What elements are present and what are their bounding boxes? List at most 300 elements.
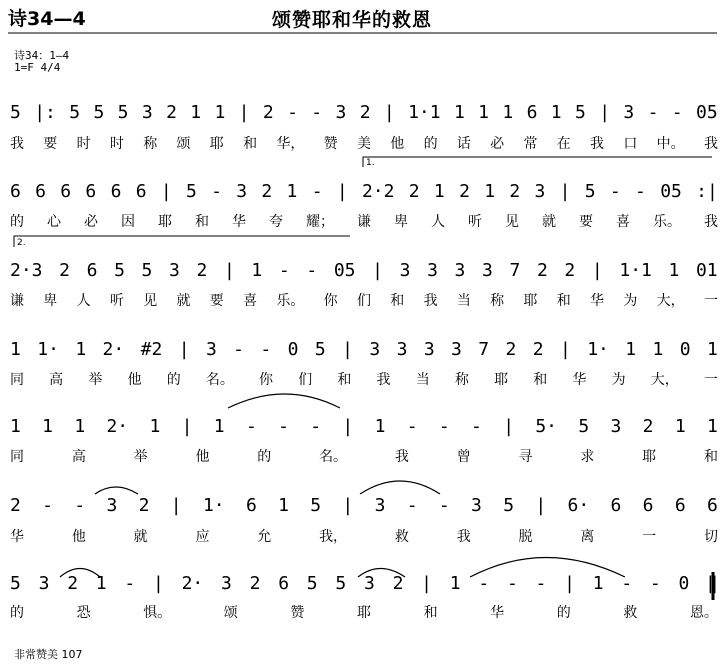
note: - xyxy=(278,260,290,281)
note: 6 xyxy=(110,181,122,202)
note: 1 xyxy=(668,260,680,281)
lyric-syllable: 我 xyxy=(456,529,471,545)
lyric-syllable: 耶 xyxy=(209,136,224,152)
system-6-lyrics xyxy=(10,527,718,547)
lyric-syllable: 你 xyxy=(323,293,338,309)
lyric-syllable: 耀； xyxy=(306,214,334,230)
note: 3 xyxy=(471,495,482,516)
lyric-syllable: 的 xyxy=(556,605,571,621)
note: 2 xyxy=(532,339,544,360)
note: 05 xyxy=(660,181,682,202)
note: 2 xyxy=(509,181,521,202)
lyric-syllable: 惧。 xyxy=(143,605,172,621)
note: 6 xyxy=(85,181,97,202)
note: - xyxy=(406,495,418,516)
lyric-syllable: 为 xyxy=(623,293,638,309)
lyric-syllable: 允 xyxy=(257,529,272,545)
note: 6 xyxy=(35,181,46,202)
scripture-reference: 诗34：1—4 xyxy=(14,49,70,62)
note: - xyxy=(471,416,482,437)
note: 0 xyxy=(287,339,299,360)
note: 1·1 xyxy=(619,260,652,281)
tie-arc xyxy=(228,394,340,408)
note: - xyxy=(287,102,298,123)
lyric-syllable: 举 xyxy=(88,372,103,388)
lyric-syllable: 和 xyxy=(556,293,571,309)
lyric-syllable: 时 xyxy=(76,136,91,152)
note: 2 xyxy=(459,181,470,202)
lyric-syllable: 和 xyxy=(195,214,209,230)
lyric-syllable: 救 xyxy=(623,605,638,621)
lyric-syllable: 救 xyxy=(394,529,409,545)
lyric-syllable: 常 xyxy=(523,136,538,152)
barline: | xyxy=(503,416,515,437)
note: - xyxy=(406,416,418,437)
lyric-syllable: 称 xyxy=(143,136,158,152)
note: - xyxy=(306,260,318,281)
note: 2 xyxy=(408,181,420,202)
lyric-syllable: 我 xyxy=(590,136,605,152)
lyric-syllable: 要 xyxy=(579,214,593,230)
note: 2 xyxy=(505,339,517,360)
note: 5 xyxy=(93,102,105,123)
note: 2 xyxy=(249,573,261,594)
note: 1 xyxy=(10,339,21,360)
lyric-syllable: 华 xyxy=(10,529,24,545)
barline: | xyxy=(238,102,250,123)
note: 1 xyxy=(10,416,21,437)
lyric-syllable: 他 xyxy=(195,449,210,465)
system-7-lyrics xyxy=(10,603,718,623)
volta-second-bracket xyxy=(14,236,350,247)
note: 1 xyxy=(251,260,263,281)
lyric-syllable: 卑 xyxy=(43,293,58,309)
lyric-syllable: 因 xyxy=(121,214,135,230)
lyric-syllable: 乐。 xyxy=(276,293,305,309)
lyric-syllable: 就 xyxy=(133,529,148,545)
note: 5 xyxy=(10,102,21,123)
note: 1 xyxy=(550,102,562,123)
note: 1· xyxy=(202,495,225,516)
barline: | xyxy=(591,260,603,281)
system-6-notes xyxy=(10,494,718,518)
lyric-syllable: 我 xyxy=(394,449,409,465)
lyric-syllable: 大， xyxy=(656,293,685,309)
note: 3 xyxy=(374,495,386,516)
note: 6 xyxy=(135,181,147,202)
lyric-syllable: 曾 xyxy=(456,449,471,465)
lyric-syllable: 耶 xyxy=(356,605,371,621)
lyric-syllable: 谦 xyxy=(357,214,371,230)
lyric-syllable: 在 xyxy=(556,136,571,152)
note: - xyxy=(438,495,450,516)
lyric-syllable: 话 xyxy=(456,136,471,152)
note: - xyxy=(535,573,547,594)
note: 01 xyxy=(695,260,718,281)
note: 2 xyxy=(392,573,404,594)
system-2-notes xyxy=(10,180,718,204)
note: 1 xyxy=(674,416,686,437)
lyric-syllable: 高 xyxy=(71,449,86,465)
note: 3 xyxy=(205,339,217,360)
lyric-syllable: 见 xyxy=(143,293,158,309)
lyric-syllable: 和 xyxy=(423,605,438,621)
note: 6 xyxy=(245,495,257,516)
system-1-notes xyxy=(10,101,718,125)
lyric-syllable: 他 xyxy=(390,136,405,152)
lyric-syllable: 和 xyxy=(390,293,405,309)
barline: | xyxy=(421,573,432,594)
barline: | xyxy=(599,102,611,123)
note: 1·1 xyxy=(408,102,441,123)
lyric-syllable: 脱 xyxy=(518,529,533,545)
lyric-syllable: 喜 xyxy=(243,293,258,309)
system-4-lyrics xyxy=(10,370,718,390)
lyric-syllable: 我 xyxy=(10,136,24,152)
barline: | xyxy=(178,339,190,360)
note: 1 xyxy=(95,573,107,594)
note: 1 xyxy=(286,181,298,202)
note: 2·3 xyxy=(10,260,43,281)
barline: | xyxy=(336,181,348,202)
note: 2 xyxy=(59,260,70,281)
note: 3 xyxy=(482,260,493,281)
system-1-lyrics xyxy=(10,134,718,154)
note: 3 xyxy=(106,495,118,516)
note: - xyxy=(211,181,222,202)
lyric-syllable: 大， xyxy=(650,372,679,388)
system-5-lyrics xyxy=(10,447,718,467)
note: 6 xyxy=(60,181,72,202)
note: #2 xyxy=(140,339,163,360)
note: 3 xyxy=(236,181,248,202)
lyric-syllable: 和 xyxy=(703,449,718,465)
volta-first-bracket xyxy=(363,157,712,167)
note: 2 xyxy=(67,573,79,594)
note: - xyxy=(621,573,633,594)
note: 1 xyxy=(278,495,289,516)
note: - xyxy=(649,573,661,594)
psalm-reference: 诗34—4 xyxy=(8,8,86,30)
note: 5 xyxy=(574,102,586,123)
note: 2 xyxy=(166,102,177,123)
note: - xyxy=(233,339,245,360)
note: 1 xyxy=(449,573,461,594)
lyric-syllable: 高 xyxy=(49,372,64,388)
barline: ‖ xyxy=(707,573,718,594)
barline: | xyxy=(160,181,172,202)
lyric-syllable: 们 xyxy=(356,293,371,309)
lyric-syllable: 当 xyxy=(415,372,430,388)
lyric-syllable: 美 xyxy=(356,136,371,152)
note: 3 xyxy=(38,573,50,594)
note: 3 xyxy=(623,102,635,123)
lyric-syllable: 赞 xyxy=(323,136,338,152)
note: 1 xyxy=(213,416,225,437)
system-7-notes xyxy=(10,572,718,596)
barline: | xyxy=(564,573,575,594)
note: - xyxy=(74,495,86,516)
note: 1 xyxy=(190,102,202,123)
lyric-syllable: 必 xyxy=(84,214,98,230)
key-signature: 1=F 4/4 xyxy=(14,61,61,74)
lyric-syllable: 名。 xyxy=(319,449,348,465)
song-title: 颂赞耶和华的救恩 xyxy=(272,9,433,31)
lyric-syllable: 乐。 xyxy=(653,214,681,230)
lyric-syllable: 华 xyxy=(572,372,587,388)
note: 1 xyxy=(706,416,718,437)
lyric-syllable: 听 xyxy=(468,214,482,230)
barline: | xyxy=(559,181,571,202)
volta-second-label: 2. xyxy=(17,238,26,248)
note: 2 xyxy=(262,102,274,123)
note: 3 xyxy=(169,260,180,281)
lyric-syllable: 我 xyxy=(423,293,438,309)
system-2-lyrics xyxy=(10,212,718,232)
tie-arc xyxy=(360,481,440,494)
note: 05 xyxy=(696,102,718,123)
barline: | xyxy=(342,495,354,516)
lyric-syllable: 见 xyxy=(505,214,519,230)
lyric-syllable: 时 xyxy=(109,136,124,152)
note: 1 xyxy=(478,102,490,123)
system-5-notes xyxy=(10,415,718,439)
lyric-syllable: 颂 xyxy=(176,136,191,152)
lyric-syllable: 赞 xyxy=(290,605,305,621)
lyric-syllable: 求 xyxy=(580,449,595,465)
note: 2 xyxy=(138,495,150,516)
lyric-syllable: 耶 xyxy=(642,449,657,465)
note: 0 xyxy=(678,573,690,594)
lyric-syllable: 人 xyxy=(76,293,91,309)
note: 7 xyxy=(509,260,521,281)
barline: | xyxy=(383,102,395,123)
note: - xyxy=(278,416,289,437)
lyric-syllable: 寻 xyxy=(518,449,533,465)
note: 2 xyxy=(536,260,548,281)
lyric-syllable: 他 xyxy=(71,529,86,545)
lyric-syllable: 当 xyxy=(456,293,471,309)
note: 5 xyxy=(314,339,326,360)
lyric-syllable: 和 xyxy=(533,372,548,388)
note: 5 xyxy=(503,495,515,516)
lyric-syllable: 一 xyxy=(703,372,718,388)
barline: | xyxy=(152,573,164,594)
note: 5· xyxy=(535,416,558,437)
note: - xyxy=(42,495,53,516)
system-3-lyrics xyxy=(10,291,718,311)
note: 0 xyxy=(679,339,691,360)
note: 1 xyxy=(374,416,386,437)
note: 2 xyxy=(10,495,21,516)
lyric-syllable: 我 xyxy=(376,372,391,388)
note: - xyxy=(671,102,683,123)
lyric-syllable: 要 xyxy=(209,293,224,309)
lyric-syllable: 我 xyxy=(704,214,718,230)
lyric-syllable: 同 xyxy=(10,372,24,388)
note: 6 xyxy=(642,495,654,516)
note: 3 xyxy=(396,339,408,360)
note: 6 xyxy=(674,495,686,516)
lyric-syllable: 口 xyxy=(623,136,638,152)
lyric-syllable: 们 xyxy=(298,372,313,388)
barline: | xyxy=(181,416,193,437)
note: 1 xyxy=(74,416,86,437)
note: 1 xyxy=(592,573,604,594)
lyric-syllable: 我 xyxy=(703,136,718,152)
lyric-syllable: 颂 xyxy=(223,605,238,621)
lyric-syllable: 一 xyxy=(642,529,657,545)
lyric-syllable: 就 xyxy=(176,293,191,309)
lyric-syllable: 同 xyxy=(10,449,24,465)
note: 2 xyxy=(642,416,654,437)
lyric-syllable: 名。 xyxy=(205,372,234,388)
barline: | xyxy=(223,260,235,281)
barline: | xyxy=(170,495,182,516)
note: 1· xyxy=(37,339,59,360)
lyric-syllable: 耶 xyxy=(158,214,172,230)
note: 5 xyxy=(141,260,153,281)
note: - xyxy=(311,102,323,123)
note: 2·2 xyxy=(361,181,395,202)
note: 7 xyxy=(478,339,490,360)
note: 5 xyxy=(114,260,125,281)
note: - xyxy=(438,416,450,437)
note: 1 xyxy=(42,416,53,437)
lyric-syllable: 为 xyxy=(611,372,626,388)
note: 5 xyxy=(310,495,322,516)
note: 6 xyxy=(10,181,21,202)
note: 2 xyxy=(359,102,371,123)
note: 2· xyxy=(181,573,204,594)
lyric-syllable: 华 xyxy=(490,605,505,621)
lyric-syllable: 和 xyxy=(337,372,352,388)
system-4-notes xyxy=(10,338,718,362)
note: 6 xyxy=(706,495,718,516)
lyric-syllable: 的 xyxy=(257,449,272,465)
note: 2 xyxy=(564,260,576,281)
note: 1 xyxy=(625,339,637,360)
lyric-syllable: 应 xyxy=(195,529,210,545)
lyric-syllable: 心 xyxy=(47,214,61,230)
note: 6 xyxy=(278,573,290,594)
lyric-syllable: 喜 xyxy=(616,214,630,230)
note: 6 xyxy=(86,260,98,281)
note: - xyxy=(635,181,646,202)
lyric-syllable: 你 xyxy=(259,372,274,388)
note: 3 xyxy=(221,573,232,594)
tie-arc xyxy=(95,487,138,494)
lyric-syllable: 切 xyxy=(703,529,718,545)
note: 6 xyxy=(610,495,622,516)
note: 1· xyxy=(587,339,609,360)
lyric-syllable: 的 xyxy=(10,214,24,230)
barline: | xyxy=(342,416,354,437)
lyric-syllable: 就 xyxy=(542,214,556,230)
lyric-syllable: 谦 xyxy=(10,293,24,309)
lyric-syllable: 夸 xyxy=(269,214,283,230)
note: 2 xyxy=(261,181,273,202)
note: - xyxy=(260,339,272,360)
barline: | xyxy=(559,339,571,360)
note: 3 xyxy=(610,416,622,437)
note: - xyxy=(478,573,490,594)
note: 3 xyxy=(141,102,153,123)
note: 2· xyxy=(102,339,125,360)
lyric-syllable: 听 xyxy=(109,293,124,309)
note: 5 xyxy=(185,181,197,202)
lyric-syllable: 称 xyxy=(454,372,469,388)
note: 1 xyxy=(433,181,445,202)
lyric-syllable: 耶 xyxy=(523,293,538,309)
lyric-syllable: 人 xyxy=(431,214,445,230)
lyric-syllable: 称 xyxy=(490,293,505,309)
note: 3 xyxy=(534,181,546,202)
note: 2· xyxy=(106,416,129,437)
note: 5 xyxy=(335,573,347,594)
note: 3 xyxy=(335,102,347,123)
barline: | xyxy=(535,495,547,516)
lyric-syllable: 举 xyxy=(133,449,148,465)
note: - xyxy=(609,181,621,202)
note: 1 xyxy=(652,339,664,360)
lyric-syllable: 华 xyxy=(590,293,605,309)
system-3-notes xyxy=(10,259,718,283)
barline: | xyxy=(342,339,353,360)
lyric-syllable: 中。 xyxy=(656,136,685,152)
lyric-syllable: 华 xyxy=(232,214,246,230)
note: 1 xyxy=(149,416,161,437)
note: 2 xyxy=(196,260,208,281)
note: 1 xyxy=(707,339,718,360)
note: - xyxy=(311,181,323,202)
note: 5 xyxy=(584,181,596,202)
lyric-syllable: 他 xyxy=(127,372,142,388)
lyric-syllable: 一 xyxy=(703,293,718,309)
lyric-syllable: 恐 xyxy=(76,605,91,621)
note: 1 xyxy=(484,181,496,202)
note: 5 xyxy=(306,573,318,594)
source-footer: 非常赞美 107 xyxy=(14,648,83,661)
note: - xyxy=(310,416,322,437)
lyric-syllable: 和 xyxy=(243,136,258,152)
lyric-syllable: 恩。 xyxy=(689,605,718,621)
note: 5 xyxy=(10,573,21,594)
note: 5 xyxy=(578,416,590,437)
lyric-syllable: 卑 xyxy=(394,214,408,230)
note: 05 xyxy=(333,260,356,281)
note: 1 xyxy=(453,102,465,123)
barline: :| xyxy=(696,181,718,202)
lyric-syllable: 我， xyxy=(319,529,348,545)
volta-first-label: 1. xyxy=(366,158,375,168)
barline: | xyxy=(372,260,383,281)
note: 3 xyxy=(423,339,435,360)
note: 3 xyxy=(427,260,438,281)
note: - xyxy=(124,573,136,594)
barline: |: xyxy=(34,102,56,123)
note: 1 xyxy=(214,102,226,123)
note: - xyxy=(647,102,659,123)
note: 1 xyxy=(75,339,87,360)
lyric-syllable: 要 xyxy=(43,136,58,152)
note: - xyxy=(245,416,257,437)
note: 5 xyxy=(117,102,129,123)
lyric-syllable: 的 xyxy=(10,605,24,621)
lyric-syllable: 的 xyxy=(166,372,181,388)
lyric-syllable: 华， xyxy=(276,136,305,152)
note: 3 xyxy=(369,339,381,360)
